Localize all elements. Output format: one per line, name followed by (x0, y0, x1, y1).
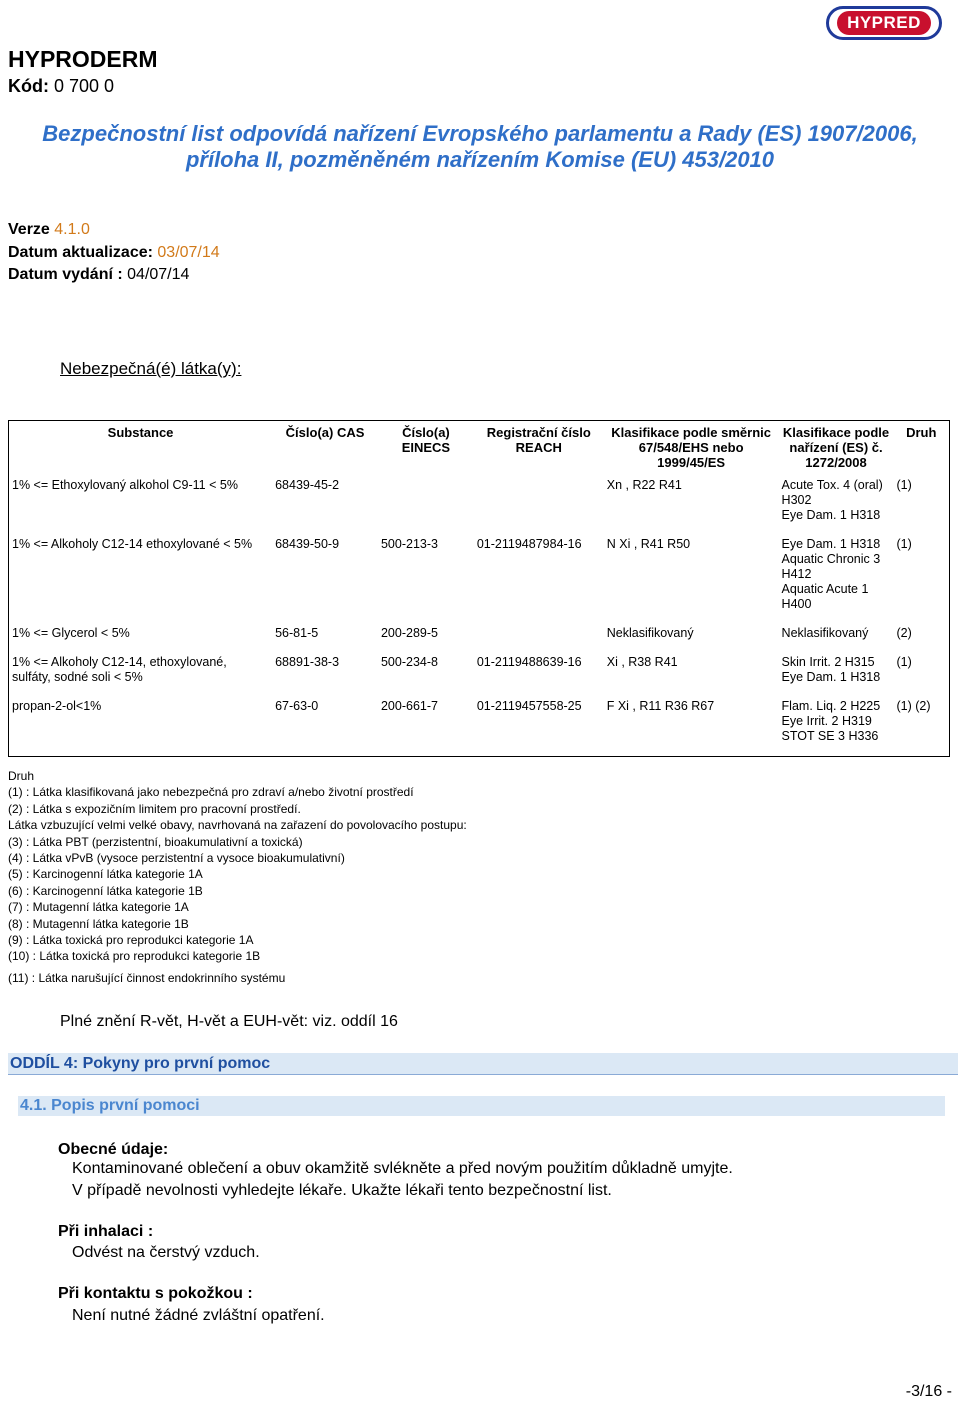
general-line2: V případě nevolnosti vyhledejte lékaře. Ukažte lékaři tento bezpečnostní list. (72, 1182, 612, 1199)
issued-label: Datum vydání : (8, 266, 123, 283)
updated-value: 03/07/14 (157, 244, 220, 261)
cell-clp: Neklasifikovaný (781, 626, 869, 640)
skin-heading: Při kontaktu s pokožkou : (58, 1285, 253, 1302)
cell-substance: 1% <= Alkoholy C12-14, ethoxylované, sulfáty, sodné soli < 5% (12, 655, 227, 684)
legend-line: (10) : Látka toxická pro reprodukci kategorie 1B (8, 949, 261, 964)
section4-title: ODDÍL 4: Pokyny pro první pomoc (8, 1053, 958, 1075)
version-info (8, 221, 90, 239)
code-label: Kód: (8, 76, 49, 96)
col-header-clp: Klasifikace podle nařízení (ES) č. 1272/2008 (782, 425, 890, 470)
table-row (9, 476, 950, 535)
cell-druh: (2) (896, 626, 912, 640)
cell-druh: (1) (896, 478, 912, 492)
inhalation-heading: Při inhalaci : (58, 1223, 154, 1240)
cell-dsd: N Xi , R41 R50 (606, 537, 691, 551)
table-row (9, 535, 950, 624)
legend-last-line: (11) : Látka narušující činnost endokrinního systému (8, 970, 286, 985)
cell-dsd: Neklasifikovaný (606, 626, 694, 640)
logo-text: HYPRED (837, 11, 931, 35)
col-header-einecs: Číslo(a) EINECS (401, 425, 451, 455)
col-header-druh: Druh (906, 425, 937, 440)
legend-line: (3) : Látka PBT (perzistentní, bioakumulativní a toxická) (8, 834, 303, 849)
cell-clp: Eye Dam. 1 H318 Aquatic Chronic 3 H412 Aquatic Acute 1 H400 (781, 537, 881, 611)
cell-einecs: 200-289-5 (380, 626, 438, 640)
table-body (9, 476, 950, 757)
cell-einecs: 500-213-3 (380, 537, 438, 551)
document-title-line1: Bezpečnostní list odpovídá nařízení Evropského parlamentu a Rady (ES) 1907/2006, (42, 121, 918, 146)
legend-line: (1) : Látka klasifikovaná jako nebezpečná pro zdraví a/nebo životní prostředí (8, 785, 414, 800)
cell-cas: 68891-38-3 (275, 655, 340, 669)
updated-info (8, 244, 220, 262)
legend (8, 768, 467, 986)
cell-druh: (1) (896, 537, 912, 551)
cell-dsd: Xn , R22 R41 (606, 478, 682, 492)
col-header-cas: Číslo(a) CAS (285, 425, 365, 440)
product-code (8, 76, 114, 97)
cell-clp: Skin Irrit. 2 H315 Eye Dam. 1 H318 (781, 655, 881, 684)
code-value: 0 700 0 (54, 76, 115, 96)
col-header-reach: Registrační číslo REACH (486, 425, 591, 455)
full-text-note: Plné znění R-vět, H-vět a EUH-vět: viz. oddíl 16 (60, 1013, 398, 1030)
legend-line: Látka vzbuzující velmi velké obavy, navrhovaná na zařazení do povolovacího postupu: (8, 818, 467, 833)
cell-einecs (378, 476, 474, 535)
hazardous-substances-heading: Nebezpečná(é) látka(y): (60, 359, 242, 378)
version-value: 4.1.0 (54, 221, 90, 238)
cell-dsd: Xi , R38 R41 (606, 655, 678, 669)
cell-substance: 1% <= Ethoxylovaný alkohol C9-11 < 5% (12, 478, 238, 492)
skin-text: Není nutné žádné zvláštní opatření. (72, 1307, 325, 1324)
cell-clp: Flam. Liq. 2 H225 Eye Irrit. 2 H319 STOT SE 3 H336 (781, 699, 881, 743)
legend-title: Druh (8, 769, 35, 783)
cell-clp: Acute Tox. 4 (oral) H302 Eye Dam. 1 H318 (781, 478, 883, 522)
hazardous-substances-table (8, 420, 950, 757)
cell-substance: 1% <= Alkoholy C12-14 ethoxylované < 5% (12, 537, 253, 551)
issued-info (8, 266, 189, 284)
legend-line: (8) : Mutagenní látka kategorie 1B (8, 916, 189, 931)
cell-substance: propan-2-ol<1% (12, 699, 102, 713)
hypred-logo (826, 6, 942, 40)
cell-cas: 68439-45-2 (275, 478, 340, 492)
cell-substance: 1% <= Glycerol < 5% (12, 626, 130, 640)
legend-line: (6) : Karcinogenní látka kategorie 1B (8, 883, 203, 898)
cell-reach: 01-2119457558-25 (476, 699, 582, 713)
table-row (9, 653, 950, 697)
legend-line: (4) : Látka vPvB (vysoce perzistentní a vysoce bioakumulativní) (8, 851, 345, 866)
table-row (9, 624, 950, 653)
general-line1: Kontaminované oblečení a obuv okamžitě svlékněte a před novým použitím důkladně umyjte. (72, 1160, 733, 1177)
cell-reach (474, 624, 604, 653)
version-label: Verze (8, 221, 50, 238)
page-number: -3/16 - (905, 1383, 952, 1400)
cell-cas: 68439-50-9 (275, 537, 340, 551)
general-heading: Obecné údaje: (58, 1141, 169, 1158)
cell-druh: (1) (896, 655, 912, 669)
inhalation-text: Odvést na čerstvý vzduch. (72, 1244, 260, 1261)
legend-line: (5) : Karcinogenní látka kategorie 1A (8, 867, 203, 882)
legend-line: (2) : Látka s expozičním limitem pro pracovní prostředí. (8, 801, 301, 816)
cell-cas: 67-63-0 (275, 699, 319, 713)
table-row (9, 697, 950, 757)
cell-dsd: F Xi , R11 R36 R67 (606, 699, 715, 713)
cell-einecs: 500-234-8 (380, 655, 438, 669)
legend-line: (7) : Mutagenní látka kategorie 1A (8, 900, 189, 915)
cell-reach: 01-2119487984-16 (476, 537, 582, 551)
cell-cas: 56-81-5 (275, 626, 319, 640)
col-header-substance: Substance (107, 425, 174, 440)
general-text (72, 1158, 733, 1202)
legend-lines (8, 784, 467, 964)
product-name: HYPRODERM (8, 46, 158, 72)
cell-einecs: 200-661-7 (380, 699, 438, 713)
cell-druh: (1) (2) (896, 699, 931, 713)
col-header-dsd: Klasifikace podle směrnic 67/548/EHS nebo 1999/45/ES (611, 425, 771, 470)
document-title-line2: příloha II, pozměněném nařízením Komise (EU) 453/2010 (185, 147, 775, 172)
section4-subtitle: 4.1. Popis první pomoci (18, 1096, 945, 1116)
cell-reach (474, 476, 604, 535)
table-header-row (9, 421, 950, 477)
updated-label: Datum aktualizace: (8, 244, 153, 261)
legend-line: (9) : Látka toxická pro reprodukci kategorie 1A (8, 933, 254, 948)
cell-reach: 01-2119488639-16 (476, 655, 582, 669)
issued-value: 04/07/14 (127, 266, 190, 283)
